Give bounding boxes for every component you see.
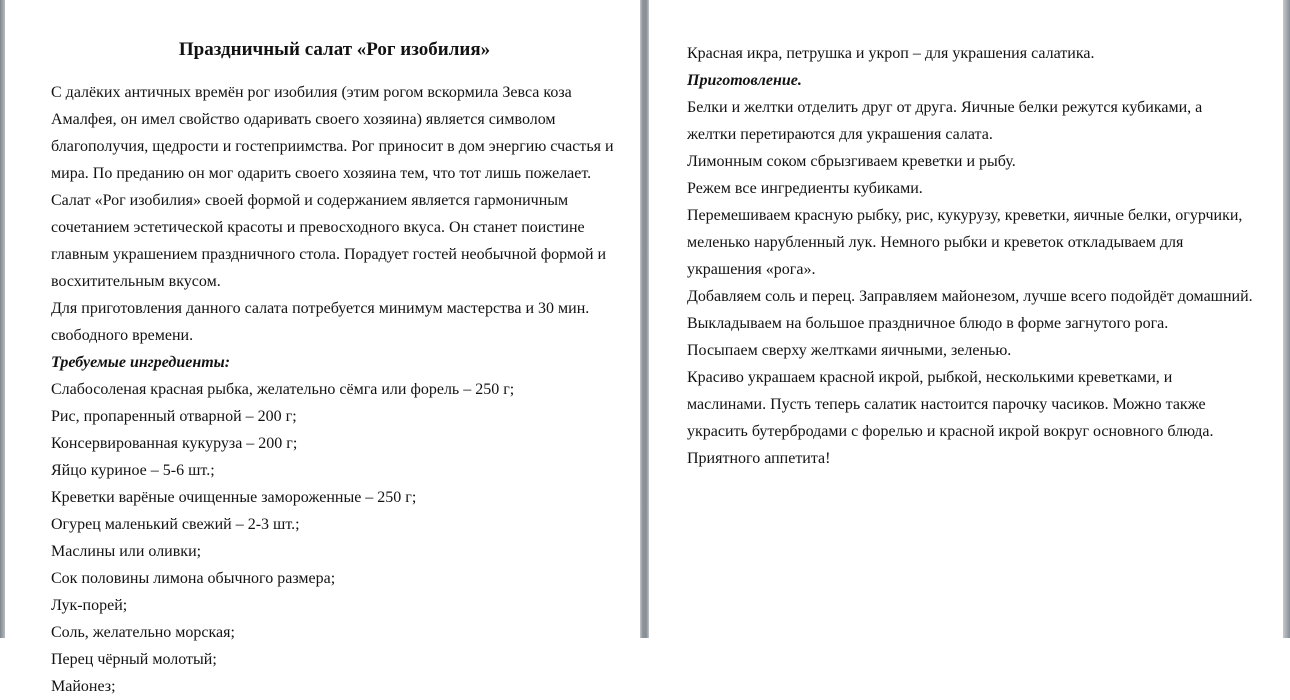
page-gutter bbox=[640, 0, 649, 638]
page-1-text bbox=[51, 79, 618, 700]
paragraph: Яйцо куриное – 5-6 шт.; bbox=[51, 462, 215, 479]
paragraph: Маслины или оливки; bbox=[51, 543, 202, 560]
paragraph: Салат «Рог изобилия» своей формой и содержанием является гармоничным сочетанием эстетической красоты и превосходного вкуса. Он станет поистине главным украшением праздничного стола. Порадует гостей необычной формой и восхитительным вкусом. bbox=[51, 192, 607, 290]
document-page-2[interactable] bbox=[649, 0, 1283, 638]
paragraph: Для приготовления данного салата потребуется минимум мастерства и 30 мин. свободного времени. bbox=[51, 300, 590, 344]
paragraph: Режем все ингредиенты кубиками. bbox=[687, 180, 923, 197]
paragraph: Лук-порей; bbox=[51, 597, 128, 614]
paragraph: Сок половины лимона обычного размера; bbox=[51, 570, 336, 587]
document-title: Праздничный салат «Рог изобилия» bbox=[178, 39, 491, 60]
paragraph: Перемешиваем красную рыбку, рис, кукурузу, креветки, яичные белки, огурчики, меленько нарубленный лук. Немного рыбки и креветок откладываем для украшения «рога». bbox=[687, 207, 1243, 278]
subheading: Требуемые ингредиенты: bbox=[51, 354, 231, 371]
paragraph: Слабосоленая красная рыбка, желательно сёмга или форель – 250 г; bbox=[51, 381, 515, 398]
paragraph: Огурец маленький свежий – 2-3 шт.; bbox=[51, 516, 300, 533]
document-page-1[interactable] bbox=[5, 0, 640, 695]
paragraph: Креветки варёные очищенные замороженные – 250 г; bbox=[51, 489, 417, 506]
paragraph: Красиво украшаем красной икрой, рыбкой, несколькими креветками, и маслинами. Пусть теперь салатик настоится парочку часиков. Можно также украсить бутербродами с форелью и красной икрой вокруг основного блюда. bbox=[687, 369, 1214, 440]
paragraph: Консервированная кукуруза – 200 г; bbox=[51, 435, 298, 452]
paragraph: Рис, пропаренный отварной – 200 г; bbox=[51, 408, 297, 425]
paragraph: Посыпаем сверху желтками яичными, зеленью. bbox=[687, 342, 1012, 359]
page-2-text bbox=[687, 40, 1253, 472]
paragraph: Красная икра, петрушка и укроп – для украшения салатика. bbox=[687, 45, 1095, 62]
paragraph: Добавляем соль и перец. Заправляем майонезом, лучше всего подойдёт домашний. bbox=[687, 288, 1253, 305]
paragraph: Белки и желтки отделить друг от друга. Яичные белки режутся кубиками, а желтки перетираются для украшения салата. bbox=[687, 99, 1203, 143]
paragraph: Соль, желательно морская; bbox=[51, 624, 235, 641]
paragraph: Приятного аппетита! bbox=[687, 450, 831, 467]
paragraph: С далёких античных времён рог изобилия (этим рогом вскормила Зевса коза Амалфея, он имел свойство одаривать своего хозяина) является символом благополучия, щедрости и гостеприимства. Рог приносит в дом энергию счастья и мира. По преданию он мог одарить своего хозяина тем, что тот лишь пожелает. bbox=[51, 84, 614, 182]
canvas-edge-right bbox=[1283, 0, 1290, 638]
paragraph: Майонез; bbox=[51, 678, 116, 695]
paragraph: Выкладываем на большое праздничное блюдо в форме загнутого рога. bbox=[687, 315, 1169, 332]
paragraph: Лимонным соком сбрызгиваем креветки и рыбу. bbox=[687, 153, 1016, 170]
subheading: Приготовление. bbox=[687, 72, 802, 89]
paragraph: Перец чёрный молотый; bbox=[51, 651, 217, 668]
